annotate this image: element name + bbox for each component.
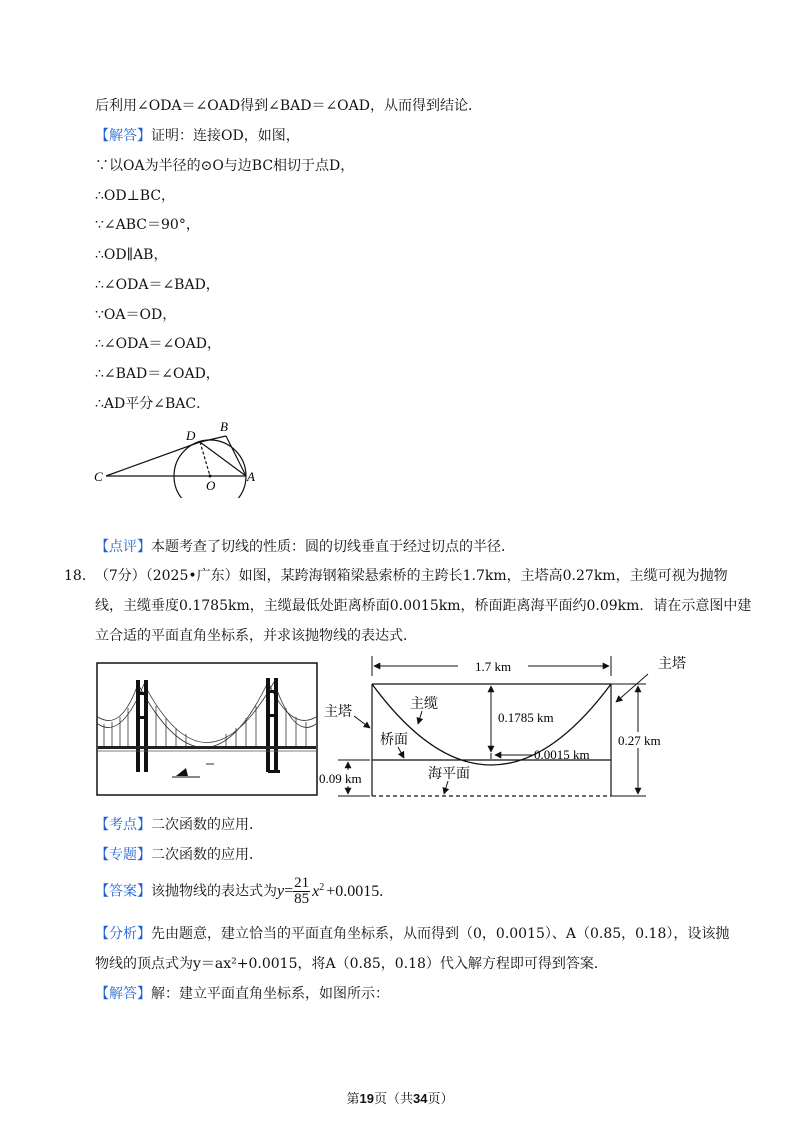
question-line: 线，主缆垂度0.1785km，主缆最低处距离桥面0.0015km，桥面距离海平面约0.09km．请在示意图中建 xyxy=(95,598,752,614)
comment-line: 【点评】本题考查了切线的性质：圆的切线垂直于经过切点的半径． xyxy=(95,539,515,555)
page-footer: 第19页（共34页） xyxy=(346,1091,454,1107)
label-b: B xyxy=(220,419,228,434)
page-number: 19 xyxy=(359,1091,374,1106)
text-line: ∴∠BAD＝∠OAD， xyxy=(95,366,220,382)
tower-right-label: 主塔 xyxy=(658,657,686,672)
text-line: 后利用∠ODA＝∠OAD得到∠BAD＝∠OAD，从而得到结论． xyxy=(95,98,482,114)
solution-line: 【解答】解：建立平面直角坐标系，如图所示： xyxy=(95,986,389,1002)
zhuanti-line: 【专题】二次函数的应用． xyxy=(95,847,263,863)
cable-label: 主缆 xyxy=(410,697,438,712)
text-line: ∵∠ABC＝90°， xyxy=(95,217,200,233)
bridge-photo xyxy=(96,662,318,796)
comment-tag: 【点评】 xyxy=(95,539,151,555)
deck-label: 桥面 xyxy=(380,733,408,748)
analysis-line: 物线的顶点式为y＝ax²+0.0015，将A（0.85，0.18）代入解方程即可得到答案． xyxy=(95,956,608,972)
tower-left-label: 主塔 xyxy=(324,705,352,720)
span-label: 1.7 km xyxy=(474,659,512,674)
label-d: D xyxy=(186,428,196,443)
page-total: 34 xyxy=(413,1091,428,1106)
text-line: ∴OD⊥BC， xyxy=(95,188,176,204)
analysis-tag: 【分析】 xyxy=(95,926,151,942)
solution-tag: 【解答】 xyxy=(95,128,151,144)
question-number: 18． xyxy=(64,568,96,584)
gap-label: 0.0015 km xyxy=(534,747,590,762)
label-o: O xyxy=(206,478,216,493)
text-line: ∴∠ODA＝∠BAD， xyxy=(95,277,220,293)
text-line: ∵以OA为半径的⊙O与边BC相切于点D， xyxy=(95,158,355,174)
text-line: ∴OD∥AB， xyxy=(95,247,168,263)
analysis-line: 【分析】先由题意，建立恰当的平面直角坐标系，从而得到（0，0.0015）、A（0.85，0.18），设该抛 xyxy=(95,926,730,942)
fraction: $\frac{21}{85}$ xyxy=(294,875,310,908)
kaodian-line: 【考点】二次函数的应用． xyxy=(95,817,263,833)
question-line: 立合适的平面直角坐标系，并求该抛物线的表达式． xyxy=(95,628,417,644)
tower-height-label: 0.27 km xyxy=(618,733,661,748)
answer-line: 【答案】该抛物线的表达式为y= $\frac{21}{85}$ $x^2 +0.0015$. xyxy=(95,875,384,908)
label-c: C xyxy=(94,469,103,484)
text-line: ∴∠ODA＝∠OAD， xyxy=(95,336,221,352)
answer-tag: 【答案】 xyxy=(95,883,151,900)
solution-tag: 【解答】 xyxy=(95,986,151,1002)
sag-label: 0.1785 km xyxy=(498,710,554,725)
text-line: ∴AD平分∠BAC． xyxy=(95,396,211,412)
zhuanti-tag: 【专题】 xyxy=(95,847,151,863)
label-a: A xyxy=(247,469,255,484)
kaodian-tag: 【考点】 xyxy=(95,817,151,833)
sea-label: 海平面 xyxy=(428,767,470,782)
circle-figure xyxy=(90,418,270,498)
bridge-diagram xyxy=(318,650,698,802)
deck-height-label: 0.09 km xyxy=(319,771,362,786)
question-line: 18． （7分）（2025•广东）如图，某跨海钢箱梁悬索桥的主跨长1.7km，主塔高0.27km，主缆可视为抛物 xyxy=(64,568,728,584)
text-line: ∵OA＝OD， xyxy=(95,307,177,323)
text-line: 【解答】证明：连接OD，如图， xyxy=(95,128,300,144)
